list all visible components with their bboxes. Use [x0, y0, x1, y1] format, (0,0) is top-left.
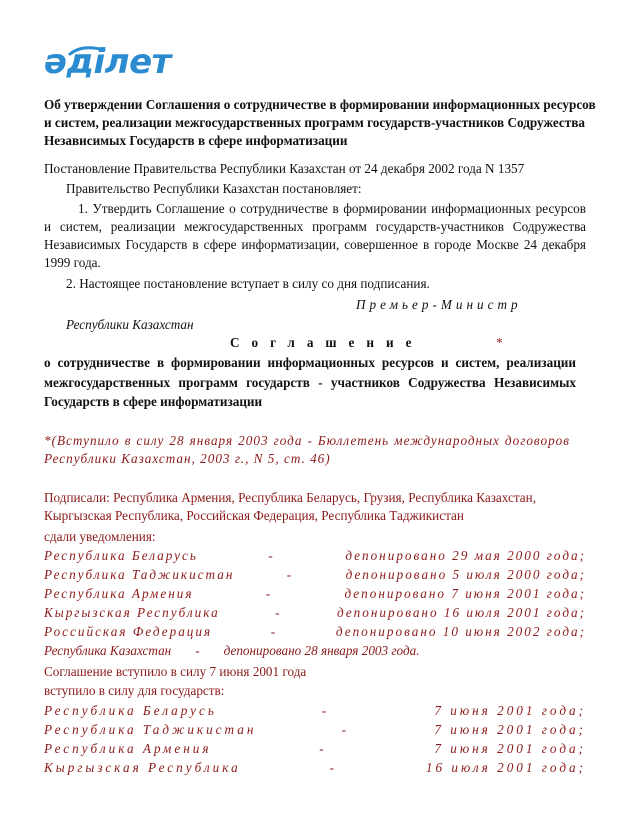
force-state-date: 16 июля 2001 года;	[425, 760, 586, 775]
agreement-subtitle: о сотрудничестве в формировании информационных ресурсов и систем, реализации межгосударственных программ государств - участников Содружества Независимых Государств в сфере информатизации	[44, 355, 576, 409]
notification-row	[44, 623, 586, 641]
force-state-dash: -	[341, 722, 350, 737]
notification-date: депонировано 16 июля 2001 года;	[337, 605, 586, 620]
resolution-line: Постановление Правительства Республики Казахстан от 24 декабря 2002 года N 1357	[44, 161, 525, 176]
agreement-heading: Соглашение	[230, 335, 424, 350]
entered-force-note: *(Вступило в силу 28 января 2003 года - Бюллетень международных договоров Республики Казахстан, 2003 г., N 5, ст. 46)	[44, 433, 570, 466]
force-states-header: вступило в силу для государств:	[44, 683, 225, 698]
notification-country: Республика Беларусь	[44, 548, 198, 563]
force-state-row	[44, 702, 586, 720]
force-state-country: Республика Армения	[44, 741, 212, 756]
notification-row	[44, 566, 586, 584]
item-2: 2. Настоящее постановление вступает в силу со дня подписания.	[66, 276, 430, 291]
force-state-date: 7 июня 2001 года;	[434, 741, 586, 756]
notification-dash: -	[268, 548, 275, 563]
item-1: 1. Утвердить Соглашение о сотрудничестве в формировании информационных ресурсов и систем, реализации межгосударственных программ государств-участников Содружества Независимых Государств в сфере информатизации, совершенное в городе Москве 24 декабря 1999 года.	[44, 201, 586, 270]
force-header: Соглашение вступило в силу 7 июня 2001 года	[44, 664, 307, 679]
notification-country: Российская Федерация	[44, 624, 213, 639]
force-state-row	[44, 740, 586, 758]
preamble: Правительство Республики Казахстан постановляет:	[66, 181, 362, 196]
notification-dash: -	[265, 586, 273, 601]
force-state-country: Кыргызская Республика	[44, 760, 241, 775]
notification-dash: -	[286, 567, 294, 582]
force-state-row	[44, 759, 586, 777]
force-state-dash: -	[321, 703, 330, 718]
notifications-header: сдали уведомления:	[44, 529, 156, 544]
agreement-asterisk: *	[496, 335, 503, 350]
force-state-date: 7 июня 2001 года;	[434, 722, 586, 737]
notification-country: Республика Казахстан	[44, 643, 172, 658]
notification-dash: -	[275, 605, 282, 620]
notification-date: депонировано 29 мая 2000 года;	[345, 548, 586, 563]
force-state-date: 7 июня 2001 года;	[434, 703, 586, 718]
notification-date: депонировано 10 июня 2002 года;	[335, 624, 586, 639]
notification-dash: -	[195, 643, 200, 658]
notification-country: Республика Таджикистан	[44, 567, 235, 582]
signature-org: Республики Казахстан	[66, 317, 194, 332]
notification-dash: -	[270, 624, 278, 639]
notification-row	[44, 585, 586, 603]
notification-date: депонировано 28 января 2003 года.	[223, 643, 420, 658]
notification-row	[44, 642, 464, 660]
force-state-dash: -	[319, 741, 327, 756]
document-title: Об утверждении Соглашения о сотрудничестве в формировании информационных ресурсов и систем, реализации межгосударственных программ государств-участников Содружества Независимых Государств в сфере информатизации	[44, 97, 596, 148]
signature-position: Премьер-Министр	[356, 297, 522, 312]
force-state-country: Республика Таджикистан	[44, 722, 257, 737]
force-state-row	[44, 721, 586, 739]
signed-by-note: Подписали: Республика Армения, Республика Беларусь, Грузия, Республика Казахстан, Кыргызская Республика, Российская Федерация, Республика Таджикистан	[44, 490, 536, 523]
notification-date: депонировано 5 июля 2000 года;	[345, 567, 586, 582]
notification-row	[44, 547, 586, 565]
notification-row	[44, 604, 586, 622]
force-state-dash: -	[329, 760, 337, 775]
notification-date: депонировано 7 июня 2001 года;	[344, 586, 586, 601]
notification-country: Республика Армения	[44, 586, 194, 601]
notification-country: Кыргызская Республика	[44, 605, 220, 620]
logo-text: әділет	[44, 42, 171, 82]
force-state-country: Республика Беларусь	[44, 703, 217, 718]
